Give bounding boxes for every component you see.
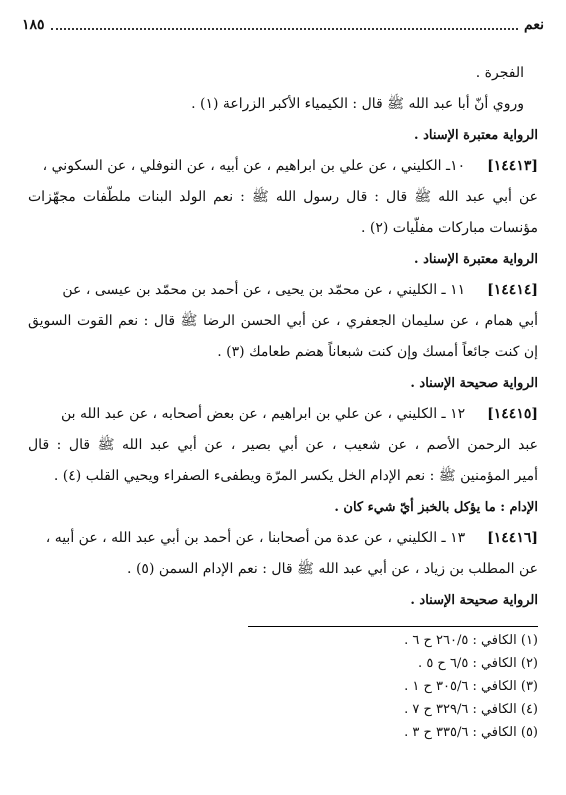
text-line: إن كنت جائعاً أمسك وإن كنت شبعاناً هضم طعامك (٣) . bbox=[217, 344, 538, 360]
hadith-number: [١٤٤١٥] bbox=[487, 406, 538, 422]
page-header bbox=[22, 14, 544, 36]
hadith-first-line bbox=[28, 399, 538, 430]
hadith-number: [١٤٤١٦] bbox=[487, 530, 538, 546]
hadith-text: ١٢ ـ الكليني ، عن علي بن ابراهيم ، عن بعض أصحابه ، عن عبد الله بن bbox=[60, 406, 466, 422]
hadith-number: [١٤٤١٤] bbox=[487, 282, 538, 298]
chain-assessment: الرواية معتبرة الإسناد . bbox=[414, 128, 538, 143]
hadith-first-line bbox=[28, 151, 538, 182]
text-line: عن أبي عبد الله ﷺ قال : قال رسول الله ﷺ : نعم الولد البنات ملطّفات مجهّزات bbox=[28, 189, 538, 205]
running-title: نعم bbox=[524, 17, 544, 33]
text-line: مؤنسات مباركات مفلّيات (٢) . bbox=[360, 220, 538, 236]
text-line: عن المطلب بن زياد ، عن أبي عبد الله ﷺ قال : نعم الإدام السمن (٥) . bbox=[127, 561, 538, 577]
text-line: أبي همام ، عن سليمان الجعفري ، عن أبي الحسن الرضا ﷺ قال : نعم القوت السويق bbox=[28, 313, 538, 329]
hadith-first-line bbox=[28, 275, 538, 306]
hadith-text: ١٠ـ الكليني ، عن علي بن ابراهيم ، عن أبيه ، عن النوفلي ، عن السكوني ، bbox=[42, 158, 466, 174]
hadith-number: [١٤٤١٣] bbox=[487, 158, 538, 174]
footnote: (٥) الكافي : ٣٣٥/٦ ح ٣ . bbox=[404, 725, 538, 740]
footnote: (٤) الكافي : ٣٢٩/٦ ح ٧ . bbox=[404, 702, 538, 717]
chain-assessment: الرواية صحيحة الإسناد . bbox=[410, 593, 538, 608]
footnote: (٣) الكافي : ٣٠٥/٦ ح ١ . bbox=[404, 679, 538, 694]
text-line: الفجرة . bbox=[475, 65, 524, 81]
hadith-text: ١٣ ـ الكليني ، عن عدة من أصحابنا ، عن أحمد بن أبي عبد الله ، عن أبيه ، bbox=[45, 530, 466, 546]
footnotes bbox=[248, 626, 538, 744]
chain-assessment: الرواية صحيحة الإسناد . bbox=[410, 376, 538, 391]
chain-assessment: الرواية معتبرة الإسناد . bbox=[414, 252, 538, 267]
main-text bbox=[28, 58, 538, 616]
header-dot-leader bbox=[51, 20, 518, 30]
footnote: (١) الكافي : ٢٦٠/٥ ح ٦ . bbox=[404, 633, 538, 648]
footnote: (٢) الكافي : ٦/٥ ح ٥ . bbox=[418, 656, 538, 671]
chain-assessment: الإدام : ما يؤكل بالخبز أيّ شيء كان . bbox=[334, 500, 538, 515]
text-line: وروي أنّ أبا عبد الله ﷺ قال : الكيمياء الأكبر الزراعة (١) . bbox=[191, 96, 524, 112]
text-line: أمير المؤمنين ﷺ : نعم الإدام الخل يكسر المرّة ويطفىء الصفراء ويحيي القلب (٤) . bbox=[53, 468, 538, 484]
hadith-text: ١١ ـ الكليني ، عن محمّد بن يحيى ، عن أحمد بن محمّد بن عيسى ، عن bbox=[62, 282, 466, 298]
hadith-first-line bbox=[28, 523, 538, 554]
page-number: ١٨٥ bbox=[22, 17, 45, 33]
text-line: عبد الرحمن الأصم ، عن شعيب ، عن أبي بصير ، عن أبي عبد الله ﷺ قال : قال bbox=[28, 437, 538, 453]
